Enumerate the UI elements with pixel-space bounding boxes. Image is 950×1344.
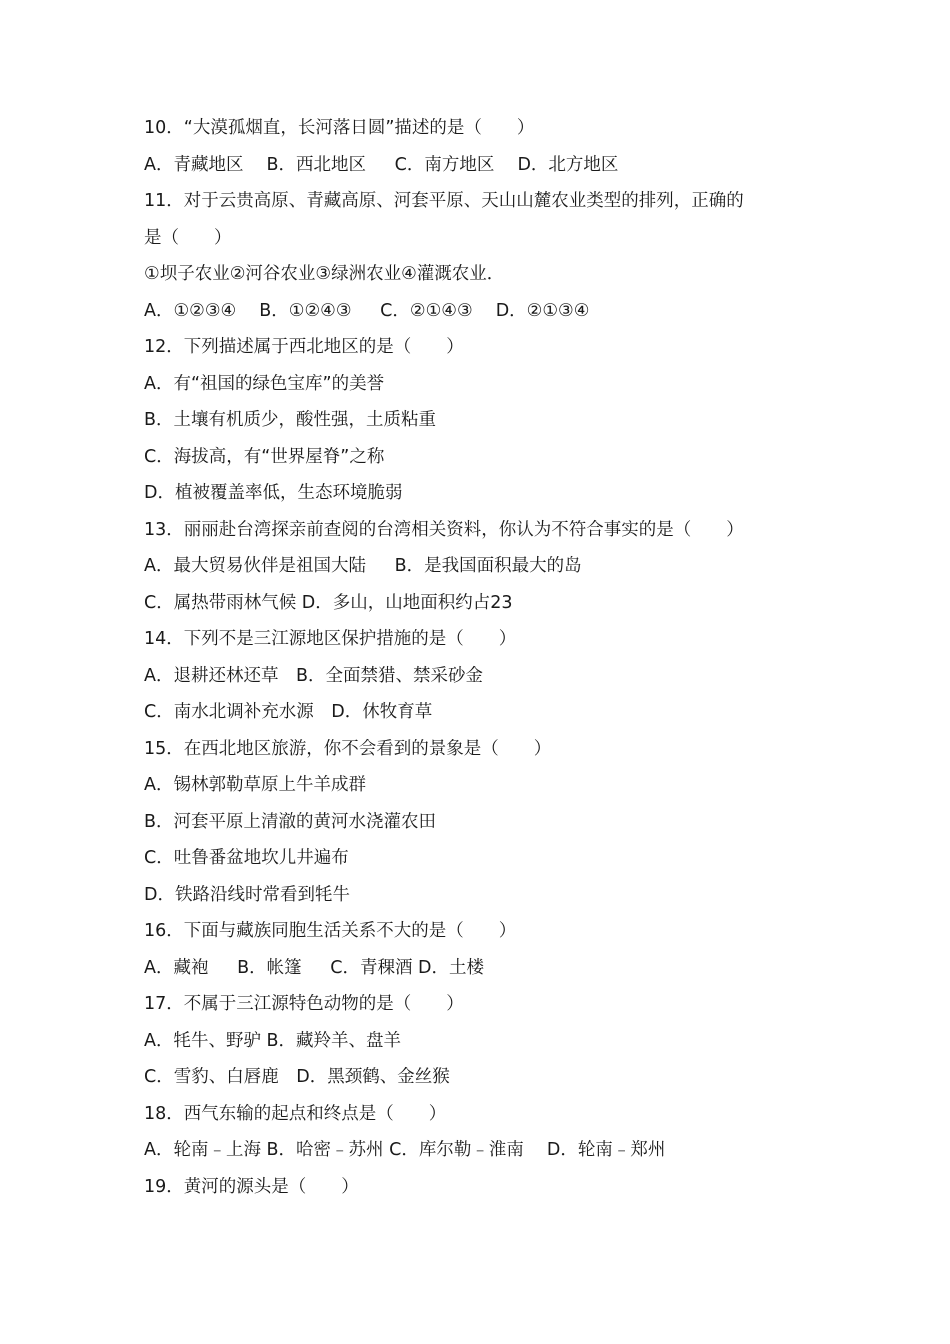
question-10-options: A．青藏地区 B．西北地区 C．南方地区 D．北方地区 [144,154,619,175]
question-19: 19．黄河的源头是（ ） [144,1176,359,1197]
question-17-options-cd: C．雪豹、白唇鹿 D．黑颈鹤、金丝猴 [144,1067,450,1087]
question-15-option-a: A．锡林郭勒草原上牛羊成群 [144,775,366,795]
question-17: 17．不属于三江源特色动物的是（ ） [144,994,464,1014]
question-11-items: ①坝子农业②河谷农业③绿洲农业④灌溉农业． [144,264,505,284]
question-13-options-ab: A．最大贸易伙伴是祖国大陆 B．是我国面积最大的岛 [144,556,582,576]
question-15: 15．在西北地区旅游，你不会看到的景象是（ ） [144,738,552,759]
question-16: 16．下面与藏族同胞生活关系不大的是（ ） [144,921,517,941]
question-12-option-d: D．植被覆盖率低，生态环境脆弱 [144,483,403,503]
question-14-options-ab: A．退耕还林还草 B．全面禁猎、禁采砂金 [144,665,483,686]
question-14-options-cd: C．南水北调补充水源 D．休牧育草 [144,702,433,722]
question-13: 13．丽丽赴台湾探亲前查阅的台湾相关资料，你认为不符合事实的是（ ） [144,519,744,540]
question-12-option-b: B．土壤有机质少，酸性强，土质粘重 [144,410,437,430]
question-15-option-c: C．吐鲁番盆地坎儿井遍布 [144,848,349,868]
question-list [144,110,824,1205]
question-15-option-b: B．河套平原上清澈的黄河水浇灌农田 [144,811,437,832]
question-11-options: A．①②③④ B．①②④③ C．②①④③ D．②①③④ [144,300,590,321]
question-11-continued: 是（ ） [144,227,232,248]
question-13-options-cd: C．属热带雨林气候 D．多山，山地面积约占23 [144,592,513,613]
question-18-options: A．轮南﹣上海 B．哈密﹣苏州 C．库尔勒﹣淮南 D．轮南﹣郑州 [144,1140,666,1160]
question-17-options-ab: A．牦牛、野驴 B．藏羚羊、盘羊 [144,1030,402,1051]
question-12-option-a: A．有“祖国的绿色宝库”的美誉 [144,373,385,394]
question-12-option-c: C．海拔高，有“世界屋脊”之称 [144,446,385,467]
question-15-option-d: D．铁路沿线时常看到牦牛 [144,884,350,905]
question-16-options: A．藏袍 B．帐篷 C．青稞酒 D．土楼 [144,957,484,978]
question-11: 11．对于云贵高原、青藏高原、河套平原、天山山麓农业类型的排列，正确的 [144,191,744,211]
question-18: 18．西气东输的起点和终点是（ ） [144,1103,447,1124]
question-12: 12．下列描述属于西北地区的是（ ） [144,337,464,357]
question-14: 14．下列不是三江源地区保护措施的是（ ） [144,629,517,649]
question-10: 10．“大漠孤烟直，长河落日圆”描述的是（ ） [144,118,535,138]
